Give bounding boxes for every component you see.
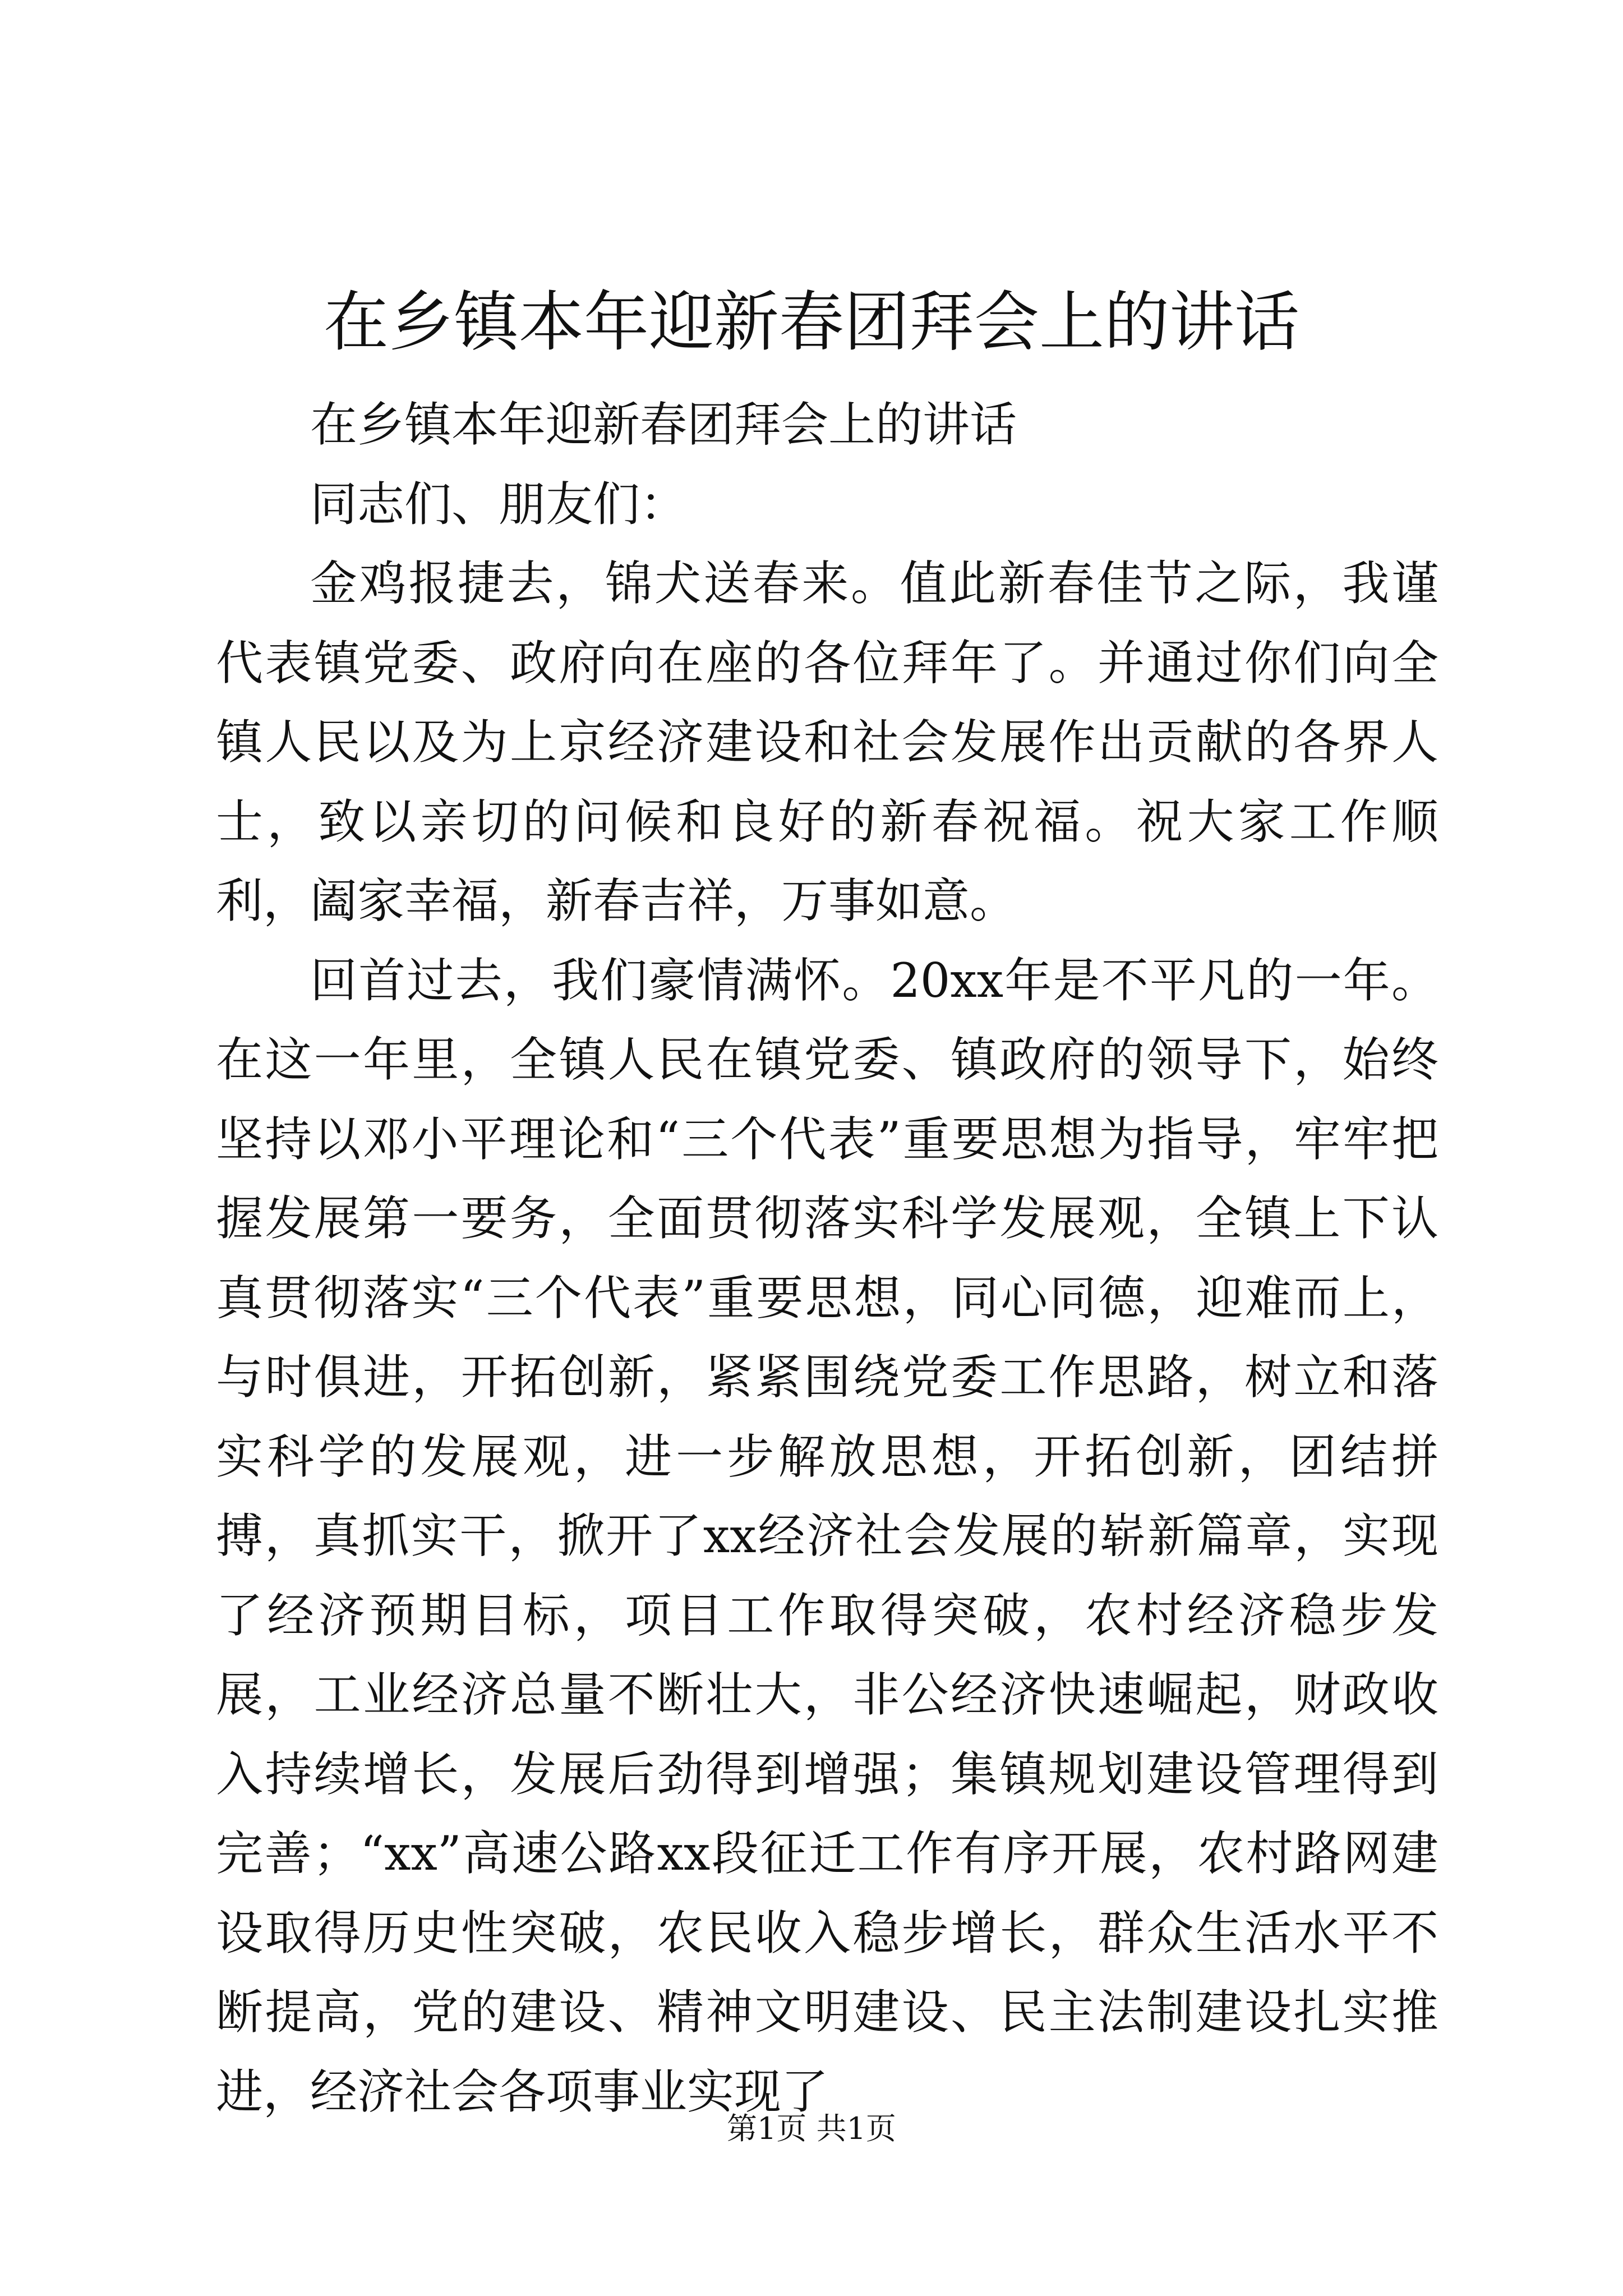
- paragraph-heading-repeat: 在乡镇本年迎新春团拜会上的讲话: [310, 397, 1017, 452]
- document-body: [216, 385, 1438, 2132]
- paragraph-salutation: 同志们、朋友们：: [310, 476, 688, 532]
- page-footer: 第1页 共1页: [727, 2111, 896, 2146]
- paragraph-review: 回首过去，我们豪情满怀。20xx年是不平凡的一年。在这一年里，全镇人民在镇党委、镇政府的领导下，始终坚持以邓小平理论和“三个代表”重要思想为指导，牢牢把握发展第一要务，全面贯彻落实科学发展观，全镇上下认真贯彻落实“三个代表”重要思想，同心同德，迎难而上，与时俱进，开拓创新，紧紧围绕党委工作思路，树立和落实科学的发展观，进一步解放思想，开拓创新，团结拼搏，真抓实干，掀开了xx经济社会发展的崭新篇章，实现了经济预期目标，项目工作取得突破，农村经济稳步发展，工业经济总量不断壮大，非公经济快速崛起，财政收入持续增长，发展后劲得到增强；集镇规划建设管理得到完善；“xx”高速公路xx段征迁工作有序开展，农村路网建设取得历史性突破，农民收入稳步增长，群众生活水平不断提高，党的建设、精神文明建设、民主法制建设扎实推进，经济社会各项事业实现了: [216, 953, 1438, 2119]
- document-title: 在乡镇本年迎新春团拜会上的讲话: [324, 284, 1299, 360]
- paragraph-greeting: 金鸡报捷去，锦犬送春来。值此新春佳节之际，我谨代表镇党委、政府向在座的各位拜年了。并通过你们向全镇人民以及为上京经济建设和社会发展作出贡献的各界人士，致以亲切的问候和良好的新春祝福。祝大家工作顺利，阖家幸福，新春吉祥，万事如意。: [216, 556, 1438, 928]
